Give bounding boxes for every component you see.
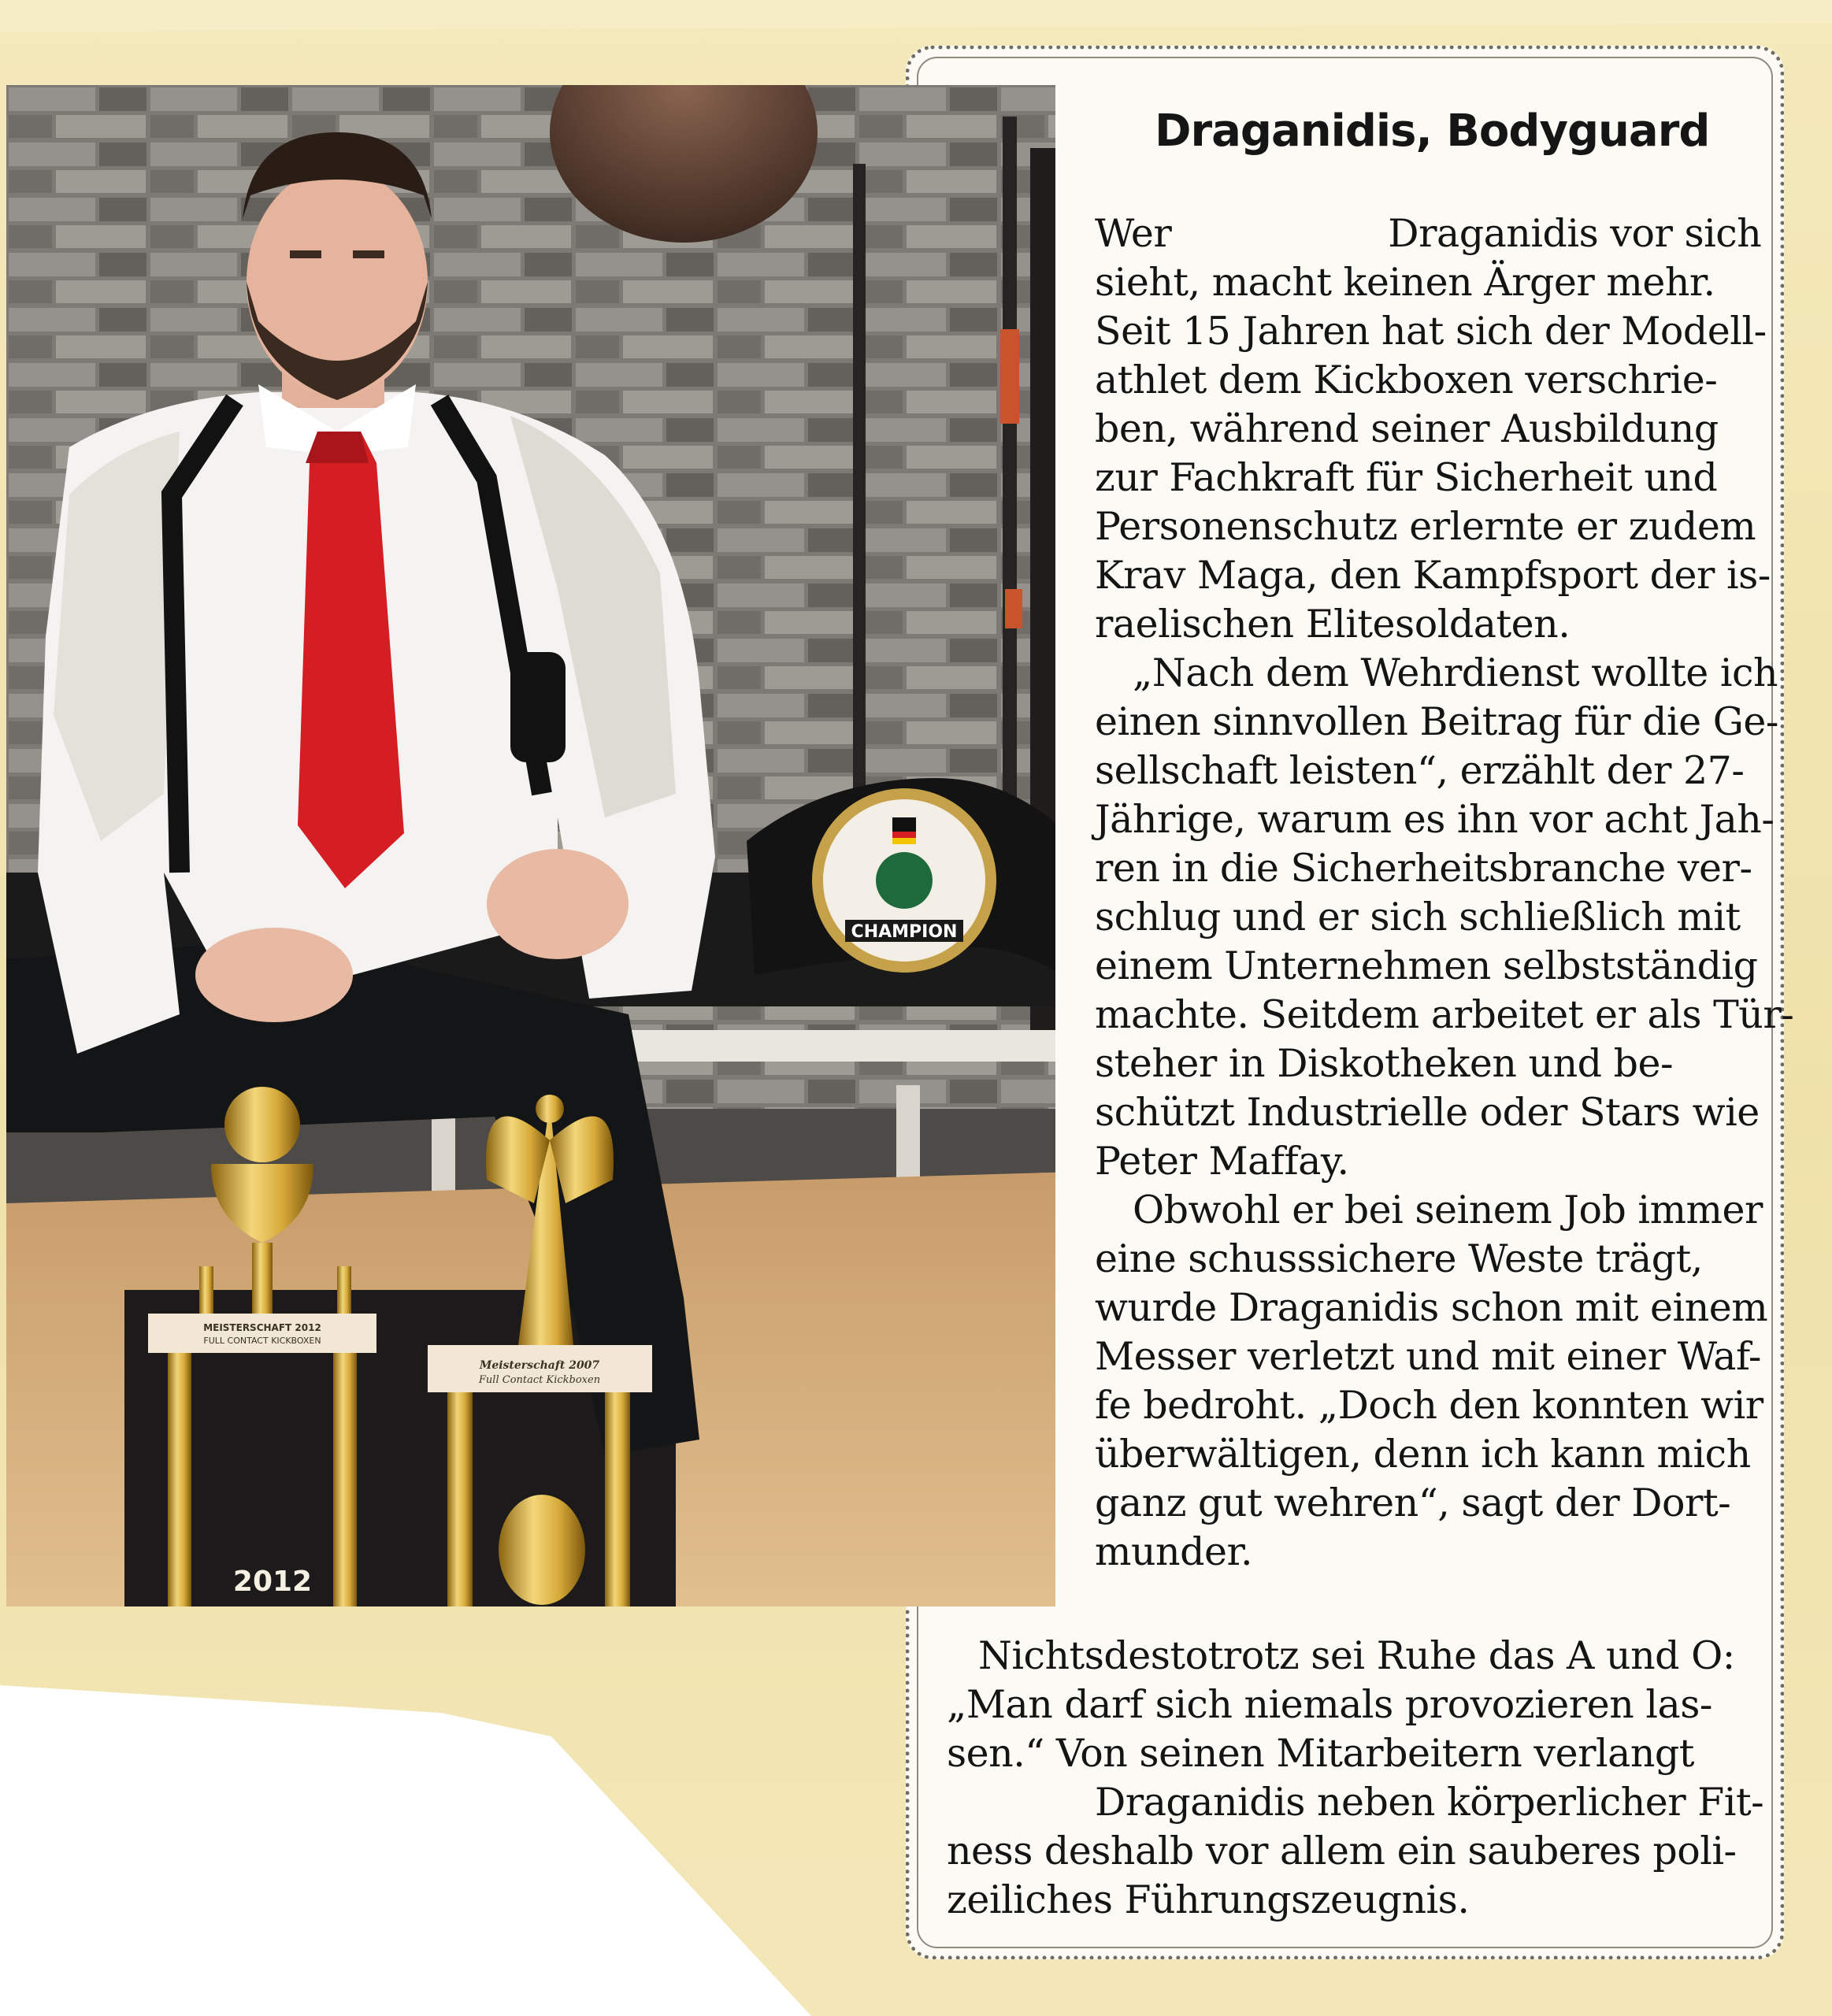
text-line: wurde Draganidis schon mit einem (1095, 1285, 1768, 1330)
text-line: einen sinnvollen Beitrag für die Ge- (1095, 699, 1778, 744)
photo-illustration (6, 85, 1074, 1606)
text-line: munder. (1095, 1529, 1253, 1574)
text-fragment: Draganidis vor sich (1388, 211, 1762, 256)
text-line: ben, während seiner Ausbildung (1095, 406, 1719, 451)
text-line: Messer verletzt und mit einer Waf- (1095, 1334, 1761, 1379)
text-line: „Man darf sich niemals provozieren las- (947, 1682, 1712, 1727)
text-line: ness deshalb vor allem ein sauberes poli- (947, 1829, 1737, 1873)
text-line: Personenschutz erlernte er zudem (1095, 504, 1756, 549)
text-line: Jährige, warum es ihn vor acht Jah- (1095, 797, 1775, 842)
text-line: Krav Maga, den Kampfsport der is- (1095, 553, 1771, 598)
text-line: fe bedroht. „Doch den konnten wir (1095, 1383, 1763, 1428)
article-final-paragraph (947, 1632, 1782, 1925)
text-line: zur Fachkraft für Sicherheit und (1095, 455, 1718, 500)
text-line: Draganidis neben körperlicher Fit- (1095, 1780, 1764, 1825)
text-line: einem Unternehmen selbstständig (1095, 943, 1758, 988)
text-line: eine schusssichere Weste trägt, (1095, 1236, 1703, 1281)
text-line: schützt Industrielle oder Stars wie (1095, 1090, 1760, 1135)
text-fragment: Wer (1095, 211, 1172, 256)
trophy-left-plate-line-2: FULL CONTACT KICKBOXEN (203, 1336, 321, 1346)
text-line: „Nach dem Wehrdienst wollte ich (1133, 650, 1778, 695)
trophy-left-plate-line-1: MEISTERSCHAFT 2012 (203, 1322, 321, 1333)
photo-right-edge (1055, 85, 1074, 1606)
text-line: steher in Diskotheken und be- (1095, 1041, 1674, 1086)
text-line: athlet dem Kickboxen verschrie- (1095, 358, 1718, 402)
text-line: sen.“ Von seinen Mitarbeitern verlangt (947, 1731, 1694, 1776)
belt-label: CHAMPION (851, 922, 958, 942)
text-line: machte. Seitdem arbeitet er als Tür- (1095, 992, 1794, 1037)
article-headline: Draganidis, Bodyguard (1155, 106, 1710, 157)
trophy-left-year: 2012 (232, 1566, 313, 1598)
text-line: zeiliches Führungszeugnis. (947, 1877, 1470, 1922)
article-column-right (1095, 209, 1794, 1577)
text-line: Seit 15 Jahren hat sich der Modell- (1095, 309, 1767, 354)
trophy-right-plate-line-2: Full Contact Kickboxen (478, 1374, 601, 1386)
bodyguard-photo (6, 85, 1074, 1606)
text-line: ganz gut wehren“, sagt der Dort- (1095, 1480, 1731, 1525)
trophy-right-plate-line-1: Meisterschaft 2007 (479, 1359, 600, 1372)
text-line: ren in die Sicherheitsbranche ver- (1095, 846, 1752, 891)
text-line: raelischen Elitesoldaten. (1095, 602, 1571, 647)
text-line: Peter Maffay. (1095, 1139, 1349, 1184)
text-line: sellschaft leisten“, erzählt der 27- (1095, 748, 1745, 793)
text-line: Obwohl er bei seinem Job immer (1133, 1188, 1763, 1232)
text-line: schlug und er sich schließlich mit (1095, 895, 1741, 939)
text-line: sieht, macht keinen Ärger mehr. (1095, 260, 1715, 305)
text-line (1095, 209, 1788, 258)
text-line: Nichtsdestotrotz sei Ruhe das A und O: (978, 1633, 1735, 1678)
text-line: überwältigen, denn ich kann mich (1095, 1432, 1751, 1477)
